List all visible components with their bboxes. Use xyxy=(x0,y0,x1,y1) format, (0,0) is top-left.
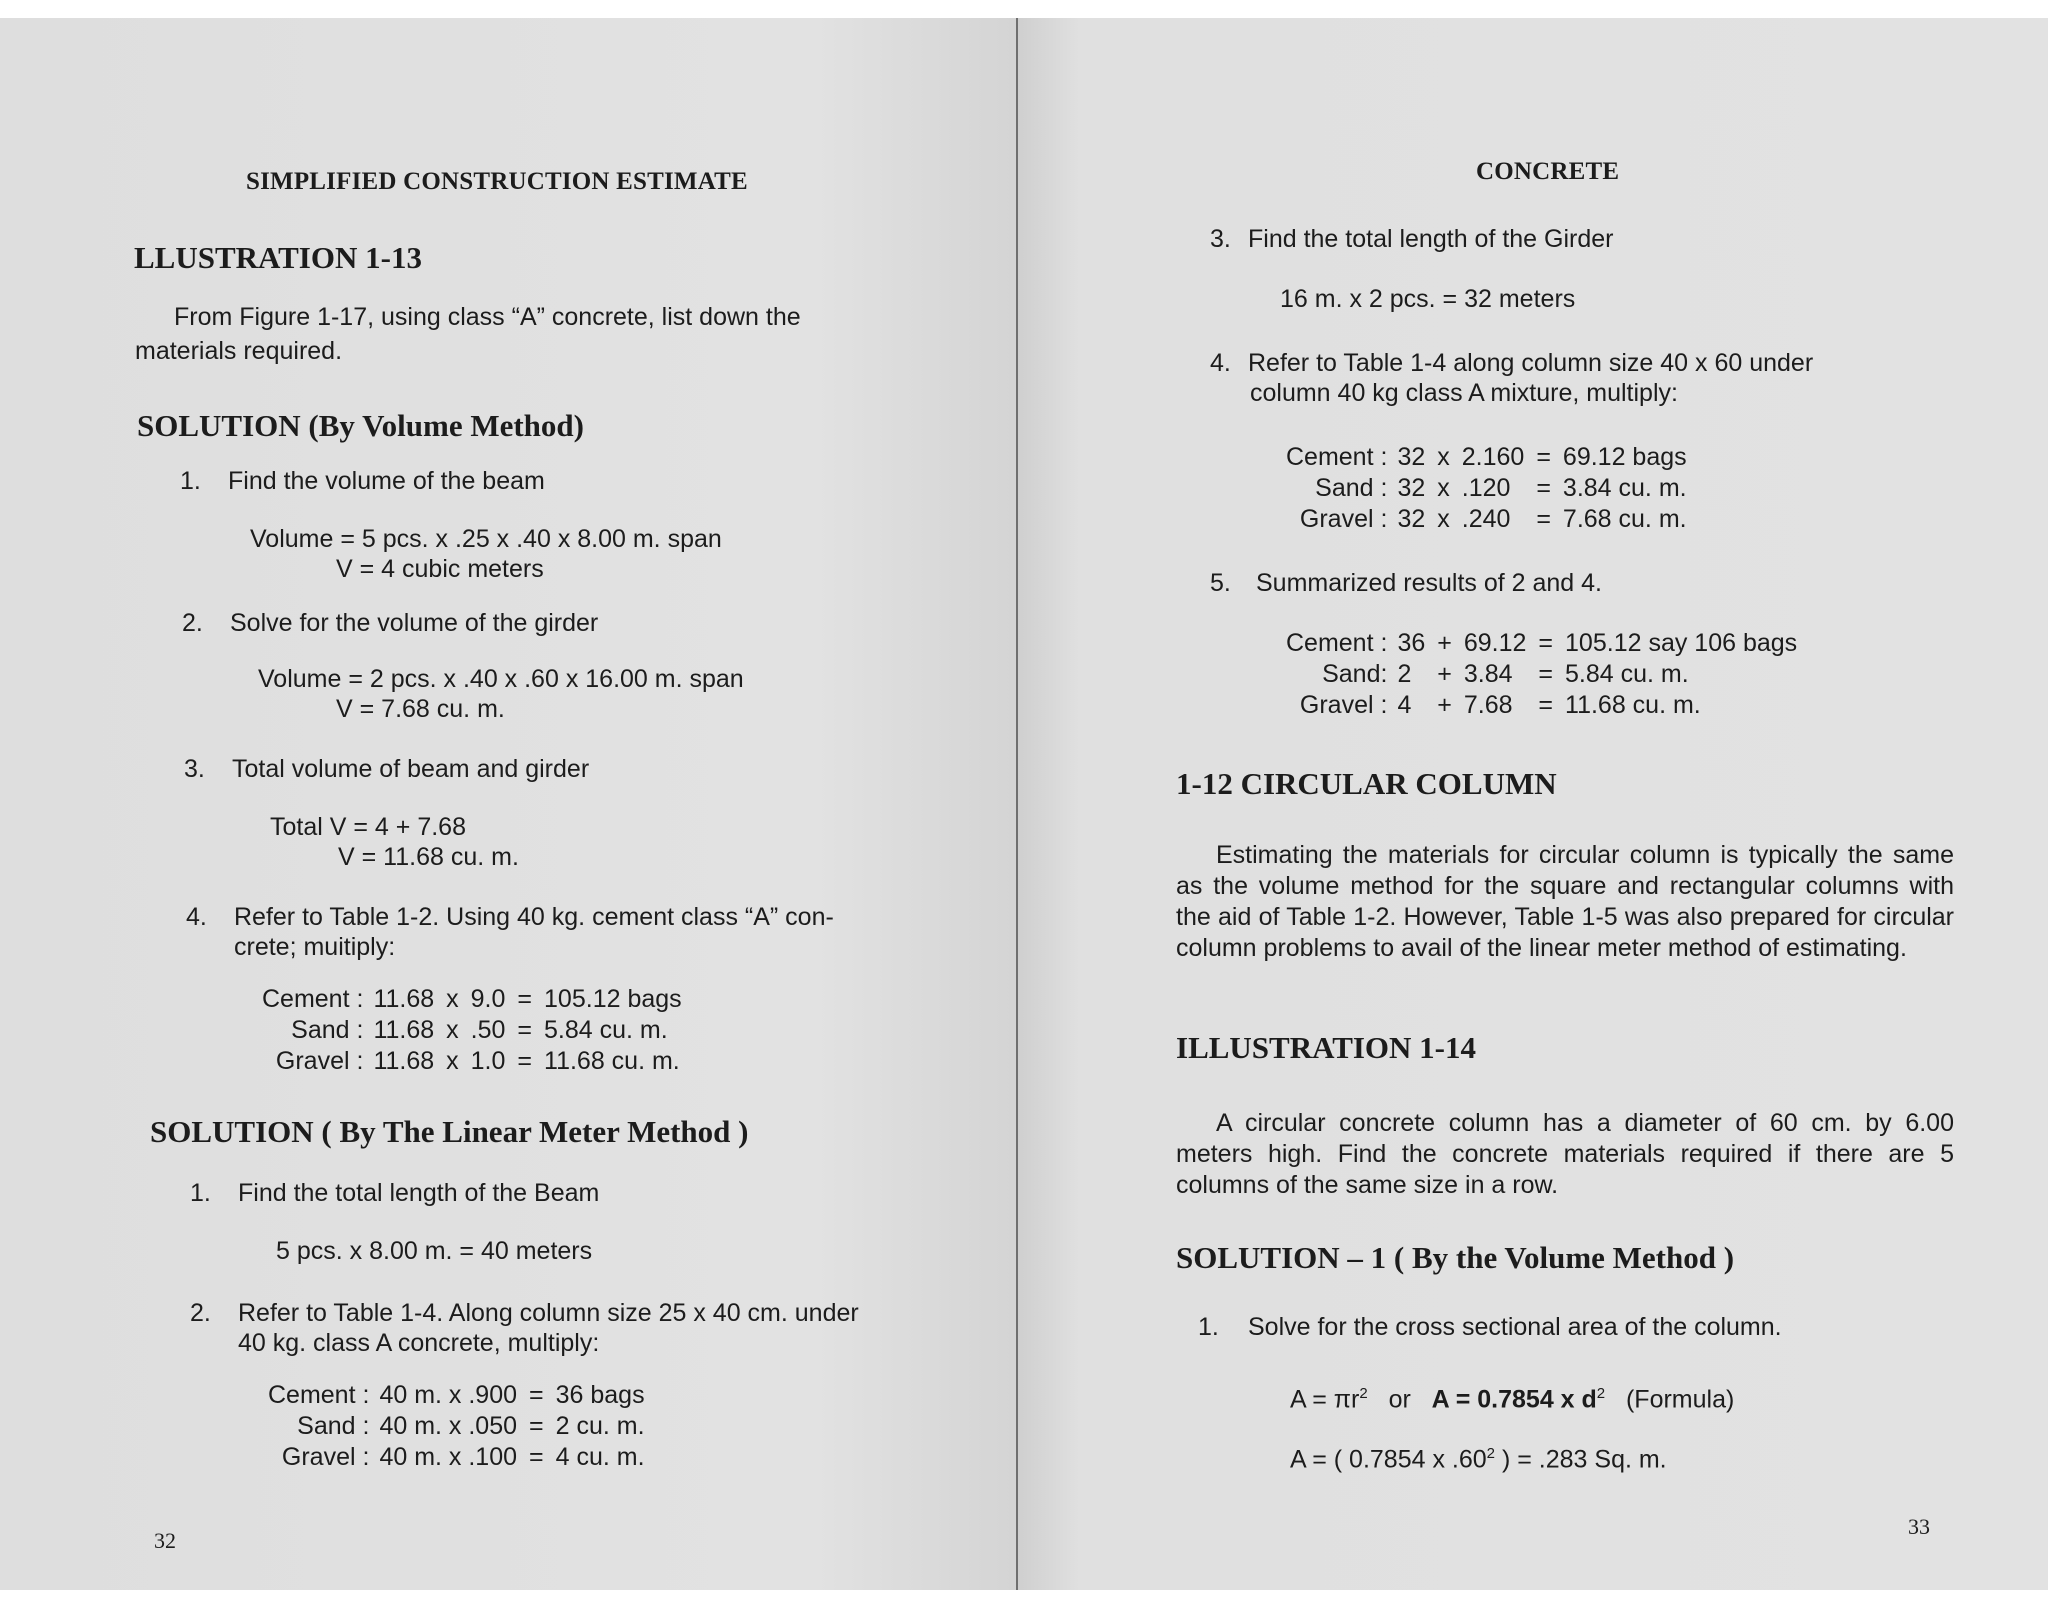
page-number: 32 xyxy=(154,1528,176,1553)
intro-line-1: From Figure 1-17, using class “A” concrete, list down the xyxy=(174,303,801,331)
cell-r: 5.84 cu. m. xyxy=(544,1016,668,1044)
table-row xyxy=(1280,504,1693,535)
cell-x: + xyxy=(1437,629,1452,657)
area-computation xyxy=(1290,1438,1667,1475)
step-4 xyxy=(1210,348,1813,379)
step-number: 5. xyxy=(1210,569,1231,597)
intro-line-2: materials required. xyxy=(135,337,343,365)
step-text-continued: crete; muitiply: xyxy=(234,933,396,961)
cell-x: + xyxy=(1437,691,1452,719)
cell-a: 11.68 xyxy=(373,1047,435,1075)
equation-line: Volume = 2 pcs. x .40 x .60 x 16.00 m. span xyxy=(258,665,744,693)
step-1 xyxy=(1198,1312,1782,1343)
cell-a: 32 xyxy=(1397,474,1426,502)
cell-x: + xyxy=(1437,660,1452,688)
formula-note: (Formula) xyxy=(1625,1385,1735,1414)
table-row xyxy=(1280,442,1693,473)
step-number: 4. xyxy=(186,903,207,931)
cell-a: 32 xyxy=(1397,505,1426,533)
step-number: 1. xyxy=(1198,1313,1219,1341)
running-head-right: CONCRETE xyxy=(1476,158,1620,185)
equation-line: 16 m. x 2 pcs. = 32 meters xyxy=(1280,285,1576,313)
table-row xyxy=(262,1380,651,1411)
cell-label: Cement : xyxy=(1286,443,1388,471)
materials-table xyxy=(256,984,688,1077)
cell-b: 3.84 xyxy=(1463,660,1513,688)
step-3 xyxy=(1210,224,1614,255)
formula-diameter: A = 0.7854 x d xyxy=(1431,1385,1597,1414)
book-spread xyxy=(0,18,2048,1590)
solution-heading: SOLUTION (By Volume Method) xyxy=(137,408,584,443)
materials-table xyxy=(1280,442,1693,535)
cell-a: 40 m. x .050 xyxy=(379,1412,518,1440)
table-row xyxy=(262,1442,651,1473)
cell-b: 2.160 xyxy=(1461,443,1525,471)
cell-eq: = xyxy=(1536,443,1551,471)
step-text: Solve for the volume of the girder xyxy=(230,609,599,637)
cell-eq: = xyxy=(1536,474,1551,502)
step-text: Total volume of beam and girder xyxy=(232,755,590,783)
equation-line: Total V = 4 + 7.68 xyxy=(270,813,466,841)
step-number: 1. xyxy=(190,1179,211,1207)
cell-x: x xyxy=(1437,505,1450,533)
cell-x: x xyxy=(1437,474,1450,502)
cell-x: x xyxy=(446,1016,459,1044)
step-text: Find the total length of the Beam xyxy=(238,1179,600,1207)
cell-r: 11.68 cu. m. xyxy=(544,1047,680,1075)
cell-r: 36 bags xyxy=(555,1381,645,1409)
step-number: 1. xyxy=(180,467,201,495)
step-number: 4. xyxy=(1210,349,1231,377)
table-row xyxy=(1280,690,1803,721)
cell-r: 105.12 bags xyxy=(544,985,682,1013)
cell-eq: = xyxy=(529,1381,544,1409)
cell-r: 7.68 cu. m. xyxy=(1562,505,1687,533)
cell-label: Gravel : xyxy=(1299,505,1388,533)
cell-r: 2 cu. m. xyxy=(555,1412,645,1440)
equation-line: 5 pcs. x 8.00 m. = 40 meters xyxy=(276,1237,593,1265)
cell-r: 69.12 bags xyxy=(1562,443,1687,471)
step-2 xyxy=(182,608,598,639)
cell-label: Sand : xyxy=(297,1412,370,1440)
cell-eq: = xyxy=(517,985,533,1013)
table-row xyxy=(1280,473,1693,504)
cell-label: Cement : xyxy=(268,1381,370,1409)
step-text: Refer to Table 1-2. Using 40 kg. cement class “A” con- xyxy=(234,903,834,931)
cell-eq: = xyxy=(1538,629,1554,657)
step-5 xyxy=(1210,568,1602,599)
step-2 xyxy=(190,1298,859,1329)
step-number: 3. xyxy=(1210,225,1231,253)
cell-label: Sand : xyxy=(1315,474,1388,502)
left-page xyxy=(0,18,1018,1590)
page-number: 33 xyxy=(1908,1514,1930,1539)
cell-x: x xyxy=(446,1047,459,1075)
cell-r: 5.84 cu. m. xyxy=(1565,660,1689,688)
equation-line: V = 4 cubic meters xyxy=(336,555,544,583)
exponent: 2 xyxy=(1359,1385,1368,1402)
cell-b: 7.68 xyxy=(1463,691,1513,719)
step-text: Find the volume of the beam xyxy=(228,467,545,495)
equation-line: V = 7.68 cu. m. xyxy=(336,695,505,723)
cell-b: 1.0 xyxy=(470,1047,506,1075)
cell-b: .50 xyxy=(470,1016,506,1044)
cell-eq: = xyxy=(529,1443,544,1471)
materials-table xyxy=(262,1380,651,1473)
computation-left: A = ( 0.7854 x .60 xyxy=(1290,1445,1487,1474)
illustration-heading: LLUSTRATION 1-13 xyxy=(134,240,422,275)
cell-label: Sand : xyxy=(291,1016,364,1044)
computation-result: ) = .283 Sq. m. xyxy=(1501,1445,1667,1474)
step-number: 3. xyxy=(184,755,205,783)
cell-eq: = xyxy=(1538,691,1554,719)
illustration-paragraph: A circular concrete column has a diameter of 60 cm. by 6.00 meters high. Find the concrete materials required if there are 5 columns of the same size in a row. xyxy=(1176,1109,1954,1199)
cell-eq: = xyxy=(1536,505,1551,533)
section-heading: 1-12 CIRCULAR COLUMN xyxy=(1176,766,1557,801)
cell-label: Gravel : xyxy=(1299,691,1388,719)
table-row xyxy=(262,1411,651,1442)
cell-r: 11.68 cu. m. xyxy=(1565,691,1701,719)
running-head-left: SIMPLIFIED CONSTRUCTION ESTIMATE xyxy=(246,168,748,195)
cell-eq: = xyxy=(517,1047,533,1075)
step-text: Summarized results of 2 and 4. xyxy=(1256,569,1602,597)
cell-r: 105.12 say 106 bags xyxy=(1565,629,1798,657)
equation-line: Volume = 5 pcs. x .25 x .40 x 8.00 m. span xyxy=(250,525,722,553)
summary-table xyxy=(1280,628,1803,721)
table-row xyxy=(1280,628,1803,659)
section-paragraph: Estimating the materials for circular column is typically the same as the volume method for the square and rectangular columns with the aid of Table 1-2. However, Table 1-5 was also prepared for circular column problems to avail of the linear meter method of estimating. xyxy=(1176,841,1954,962)
cell-r: 3.84 cu. m. xyxy=(1562,474,1687,502)
equation-line: V = 11.68 cu. m. xyxy=(338,843,519,871)
table-row xyxy=(256,1015,688,1046)
cell-a: 11.68 xyxy=(373,985,435,1013)
cell-a: 40 m. x .900 xyxy=(379,1381,518,1409)
formula-pi: A = πr xyxy=(1290,1385,1360,1414)
cell-b: 9.0 xyxy=(470,985,506,1013)
cell-a: 2 xyxy=(1397,660,1412,688)
cell-eq: = xyxy=(529,1412,544,1440)
table-row xyxy=(256,1046,688,1077)
exponent: 2 xyxy=(1486,1445,1496,1462)
cell-b: .120 xyxy=(1461,474,1511,502)
solution-heading: SOLUTION – 1 ( By the Volume Method ) xyxy=(1176,1240,1735,1275)
cell-b: .240 xyxy=(1461,505,1511,533)
step-text: Find the total length of the Girder xyxy=(1248,225,1614,253)
step-text: Solve for the cross sectional area of the column. xyxy=(1248,1313,1782,1341)
exponent: 2 xyxy=(1596,1385,1606,1402)
cell-a: 40 m. x .100 xyxy=(379,1443,518,1471)
cell-label: Gravel : xyxy=(275,1047,364,1075)
step-text-continued: column 40 kg class A mixture, multiply: xyxy=(1250,379,1678,407)
step-text: Refer to Table 1-4. Along column size 25 x 40 cm. under xyxy=(238,1299,859,1327)
cell-x: x xyxy=(446,985,459,1013)
cell-label: Cement : xyxy=(1286,629,1388,657)
cell-a: 11.68 xyxy=(373,1016,435,1044)
area-formula xyxy=(1290,1378,1734,1415)
cell-b: 69.12 xyxy=(1463,629,1527,657)
step-4 xyxy=(186,902,834,933)
cell-label: Gravel : xyxy=(281,1443,370,1471)
cell-r: 4 cu. m. xyxy=(555,1443,645,1471)
cell-a: 36 xyxy=(1397,629,1426,657)
step-1 xyxy=(180,466,545,497)
solution-heading: SOLUTION ( By The Linear Meter Method ) xyxy=(150,1114,749,1149)
step-text-continued: 40 kg. class A concrete, multiply: xyxy=(238,1329,600,1357)
cell-eq: = xyxy=(517,1016,533,1044)
cell-eq: = xyxy=(1538,660,1554,688)
cell-label: Sand: xyxy=(1322,660,1388,688)
illustration-heading: ILLUSTRATION 1-14 xyxy=(1176,1030,1477,1065)
step-text: Refer to Table 1-4 along column size 40 x 60 under xyxy=(1248,349,1814,377)
right-page xyxy=(1018,18,2048,1590)
formula-or: or xyxy=(1388,1385,1411,1414)
table-row xyxy=(256,984,688,1015)
step-3 xyxy=(184,754,589,785)
table-row xyxy=(1280,659,1803,690)
step-number: 2. xyxy=(182,609,203,637)
step-1 xyxy=(190,1178,599,1209)
cell-label: Cement : xyxy=(262,985,364,1013)
cell-a: 4 xyxy=(1397,691,1412,719)
cell-x: x xyxy=(1437,443,1450,471)
cell-a: 32 xyxy=(1397,443,1426,471)
step-number: 2. xyxy=(190,1299,211,1327)
